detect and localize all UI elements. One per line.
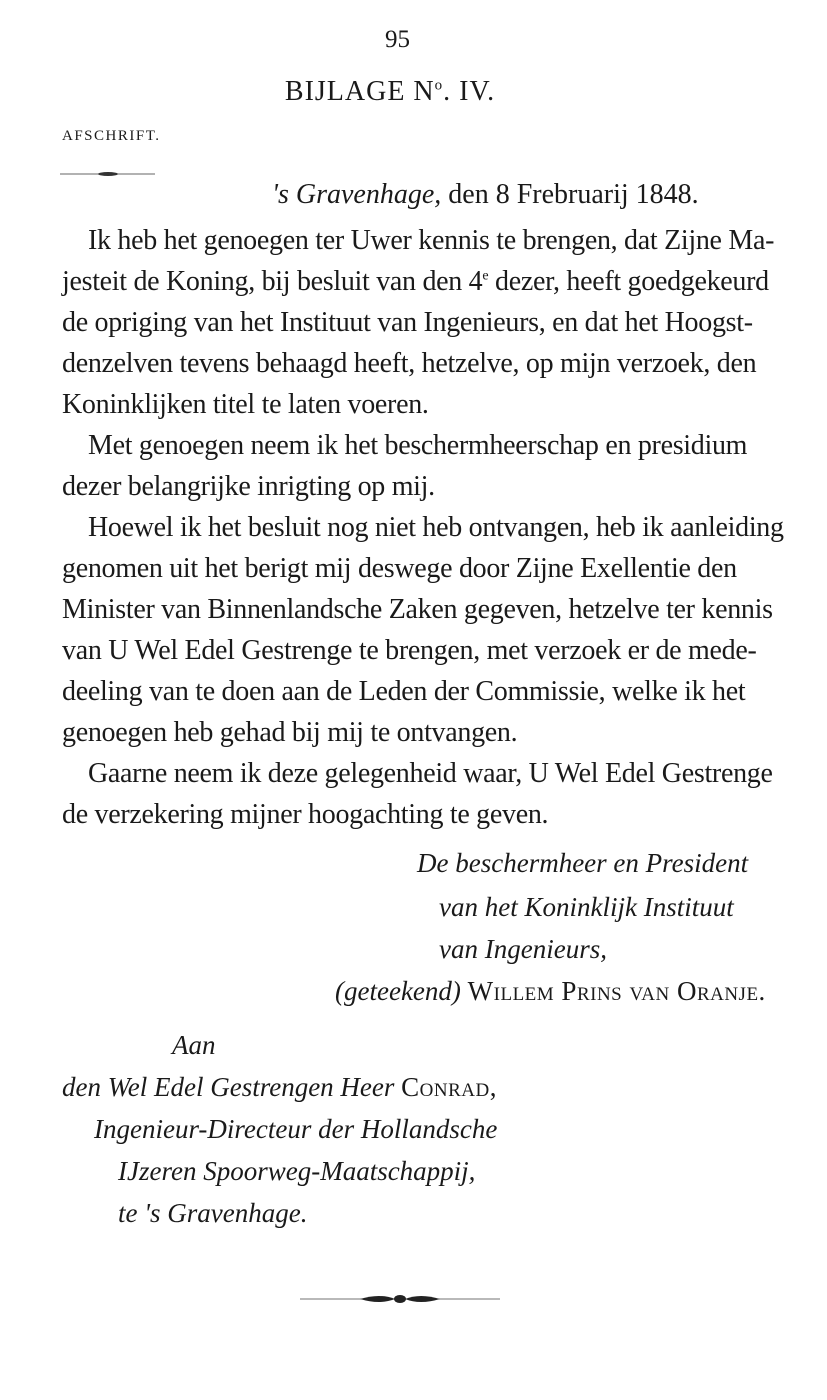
address-line4: IJzeren Spoorweg-Maatschappij, [118,1156,476,1186]
signature-signed-line [335,976,766,1007]
address-line5: te 's Gravenhage. [118,1198,308,1228]
paragraph-line: denzelven tevens behaagd heeft, hetzelve, op mijn verzoek, den [62,348,757,379]
paragraph-line [62,261,769,302]
paragraph-line: van U Wel Edel Gestrenge te brengen, met verzoek er de mede- [62,635,757,666]
line-part: dezer, heeft goedgekeurd [488,266,769,297]
address-name: Conrad, [401,1072,497,1102]
signature-title-line2: van het Koninklijk Instituut [439,892,734,922]
ornament-rule-end [300,1292,500,1306]
paragraph-line: Minister van Binnenlandsche Zaken gegeven, hetzelve ter kennis [62,594,773,625]
signature-title-line3: van Ingenieurs, [439,934,607,964]
dateline-date: den 8 Frebruarij 1848. [448,179,699,210]
address-line2 [62,1072,497,1103]
address-line1: Aan [172,1030,216,1060]
paragraph-line: dezer belangrijke inrigting op mij. [62,471,435,502]
ornament-rule-small [60,171,155,177]
paragraph-line: Met genoegen neem ik het beschermheerschap en presidium [88,430,748,461]
dateline-place: 's Gravenhage, [272,179,442,210]
paragraph-line: Ik heb het genoegen ter Uwer kennis te brengen, dat Zijne Ma- [88,225,775,256]
signer-name: Willem Prins van Oranje. [467,976,766,1006]
dateline [272,179,699,211]
signed-label: (geteekend) [335,976,461,1006]
appendix-heading [0,76,780,108]
heading-suffix: . IV. [443,76,496,107]
signature-title-line1: De beschermheer en President [417,848,749,878]
paragraph-line: Koninklijken titel te laten voeren. [62,389,429,420]
paragraph-line: de verzekering mijner hoogachting te geven. [62,799,549,830]
page-number: 95 [385,26,410,53]
address-line3: Ingenieur-Directeur der Hollandsche [94,1114,498,1144]
letter-body [62,220,784,835]
heading-sup: o [434,77,444,94]
paragraph-line: genomen uit het berigt mij deswege door Zijne Exellentie den [62,553,737,584]
line-part: jesteit de Koning, bij besluit van den 4 [62,266,483,297]
address-salutation: den Wel Edel Gestrengen Heer [62,1072,395,1102]
paragraph-line: Hoewel ik het besluit nog niet heb ontvangen, heb ik aanleiding [88,512,784,543]
copy-label: AFSCHRIFT. [62,128,161,144]
paragraph-line: genoegen heb gehad bij mij te ontvangen. [62,717,518,748]
heading-text: BIJLAGE N [284,76,435,107]
paragraph-line: de opriging van het Instituut van Ingenieurs, en dat het Hoogst- [62,307,753,338]
paragraph-line: Gaarne neem ik deze gelegenheid waar, U Wel Edel Gestrenge [88,758,773,789]
ordinal-sup: e [482,268,489,284]
paragraph-line: deeling van te doen aan de Leden der Commissie, welke ik het [62,676,746,707]
